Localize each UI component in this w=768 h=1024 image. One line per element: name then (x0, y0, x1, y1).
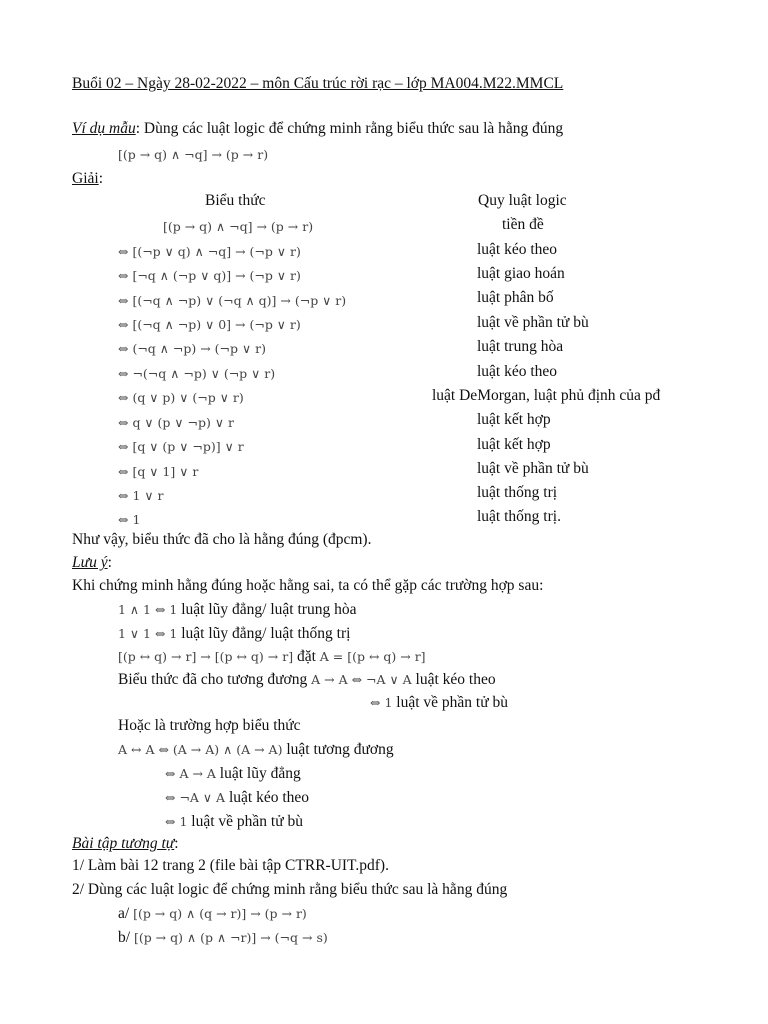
note-case-6: Hoặc là trường hợp biểu thức (118, 717, 301, 734)
exercise-formula: [(p → q) ∧ (q → r)] → (p → r) (133, 906, 307, 921)
derivation-law: luật giao hoán (477, 265, 565, 282)
exercise-2b: b/ [(p → q) ∧ (p ∧ ¬r)] → (¬q → s) (118, 929, 328, 946)
exercises-label-text: Bài tập tương tự (72, 835, 175, 852)
exercise-formula: [(p → q) ∧ (p ∧ ¬r)] → (¬q → s) (133, 930, 328, 945)
solution-label: Giải: (72, 170, 103, 187)
example-line (72, 120, 563, 138)
note-case-5: ⇔ 1 luật về phần tử bù (370, 694, 508, 711)
derivation-expr: ⇔ [q ∨ 1] ∨ r (118, 464, 199, 479)
note-formula: [(p ↔ q) → r] → [(p ↔ q) → r] (118, 649, 294, 664)
note-formula: 1 ∧ 1 ⇔ 1 (118, 602, 178, 617)
exercise-2a: a/ [(p → q) ∧ (q → r)] → (p → r) (118, 905, 307, 922)
derivation-expr: ⇔ q ∨ (p ∨ ¬p) ∨ r (118, 415, 234, 430)
note-intro: Khi chứng minh hằng đúng hoặc hằng sai, ta có thể gặp các trường hợp sau: (72, 577, 544, 594)
derivation-law: tiền đề (502, 216, 544, 233)
derivation-law: luật về phần tử bù (477, 314, 589, 331)
note-case-9: ⇔ ¬A ∨ A luật kéo theo (165, 789, 310, 806)
note-formula: A ↔ A ⇔ (A → A) ∧ (A → A) (118, 742, 283, 757)
derivation-expr: ⇔ 1 (118, 512, 141, 527)
derivation-expr: ⇔ [(¬p ∨ q) ∧ ¬q] → (¬p ∨ r) (118, 244, 301, 259)
derivation-law: luật về phần tử bù (477, 460, 589, 477)
derivation-law: luật phân bố (477, 289, 554, 306)
conclusion: Như vậy, biểu thức đã cho là hằng đúng (đpcm). (72, 531, 372, 548)
derivation-expr: ⇔ [q ∨ (p ∨ ¬p)] ∨ r (118, 439, 244, 454)
derivation-expr: ⇔ [(¬q ∧ ¬p) ∨ 0] → (¬p ∨ r) (118, 317, 301, 332)
column-header-expression: Biểu thức (205, 192, 266, 209)
exercise-2: 2/ Dùng các luật logic để chứng minh rằng biểu thức sau là hằng đúng (72, 881, 508, 898)
note-formula: ⇔ 1 (370, 695, 393, 710)
example-formula: [(p → q) ∧ ¬q] → (p → r) (118, 147, 269, 162)
column-header-law: Quy luật logic (478, 192, 567, 209)
note-formula: ⇔ ¬A ∨ A (165, 790, 226, 805)
exercises-label: Bài tập tương tự: (72, 835, 179, 852)
solution-label-text: Giải (72, 170, 99, 187)
derivation-expr: ⇔ [(¬q ∧ ¬p) ∨ (¬q ∧ q)] → (¬p ∨ r) (118, 293, 347, 308)
note-case-8: ⇔ A → A luật lũy đẳng (165, 765, 301, 782)
derivation-law: luật kéo theo (477, 363, 558, 380)
exercise-1: 1/ Làm bài 12 trang 2 (file bài tập CTRR-UIT.pdf). (72, 857, 389, 874)
note-formula: 1 ∨ 1 ⇔ 1 (118, 626, 178, 641)
note-label-text: Lưu ý (72, 554, 108, 571)
note-case-4: Biểu thức đã cho tương đương A → A ⇔ ¬A ∨ A luật kéo theo (118, 671, 496, 688)
derivation-law: luật kéo theo (477, 241, 558, 258)
example-label: Ví dụ mẫu (72, 120, 136, 137)
note-case-10: ⇔ 1 luật về phần tử bù (165, 813, 303, 830)
derivation-law: luật trung hòa (477, 338, 564, 355)
example-text: : Dùng các luật logic để chứng minh rằng biểu thức sau là hằng đúng (135, 120, 564, 137)
note-formula: ⇔ A → A (165, 766, 216, 781)
derivation-expr: [(p → q) ∧ ¬q] → (p → r) (163, 219, 314, 234)
derivation-law: luật kết hợp (477, 411, 551, 428)
derivation-law: luật kết hợp (477, 436, 551, 453)
derivation-expr: ⇔ 1 ∨ r (118, 488, 164, 503)
note-case-3: [(p ↔ q) → r] → [(p ↔ q) → r] đặt A = [(p ↔ q) → r] (118, 648, 426, 665)
derivation-expr: ⇔ (¬q ∧ ¬p) → (¬p ∨ r) (118, 341, 266, 356)
note-formula: ⇔ 1 (165, 814, 188, 829)
note-case-7: A ↔ A ⇔ (A → A) ∧ (A → A) luật tương đương (118, 741, 394, 758)
note-formula: A → A ⇔ ¬A ∨ A (311, 672, 412, 687)
page-header: Buổi 02 – Ngày 28-02-2022 – môn Cấu trúc rời rạc – lớp MA004.M22.MMCL (72, 75, 564, 92)
derivation-expr: ⇔ ¬(¬q ∧ ¬p) ∨ (¬p ∨ r) (118, 366, 276, 381)
note-formula: A = [(p ↔ q) → r] (319, 649, 426, 664)
derivation-expr: ⇔ [¬q ∧ (¬p ∨ q)] → (¬p ∨ r) (118, 268, 301, 283)
note-case-1: 1 ∧ 1 ⇔ 1 luật lũy đẳng/ luật trung hòa (118, 601, 357, 618)
note-label: Lưu ý: (72, 554, 112, 571)
derivation-law: luật thống trị. (477, 508, 561, 525)
derivation-law: luật DeMorgan, luật phủ định của pđ (432, 387, 661, 404)
derivation-expr: ⇔ (q ∨ p) ∨ (¬p ∨ r) (118, 390, 244, 405)
derivation-law: luật thống trị (477, 484, 558, 501)
note-case-2: 1 ∨ 1 ⇔ 1 luật lũy đẳng/ luật thống trị (118, 625, 351, 642)
